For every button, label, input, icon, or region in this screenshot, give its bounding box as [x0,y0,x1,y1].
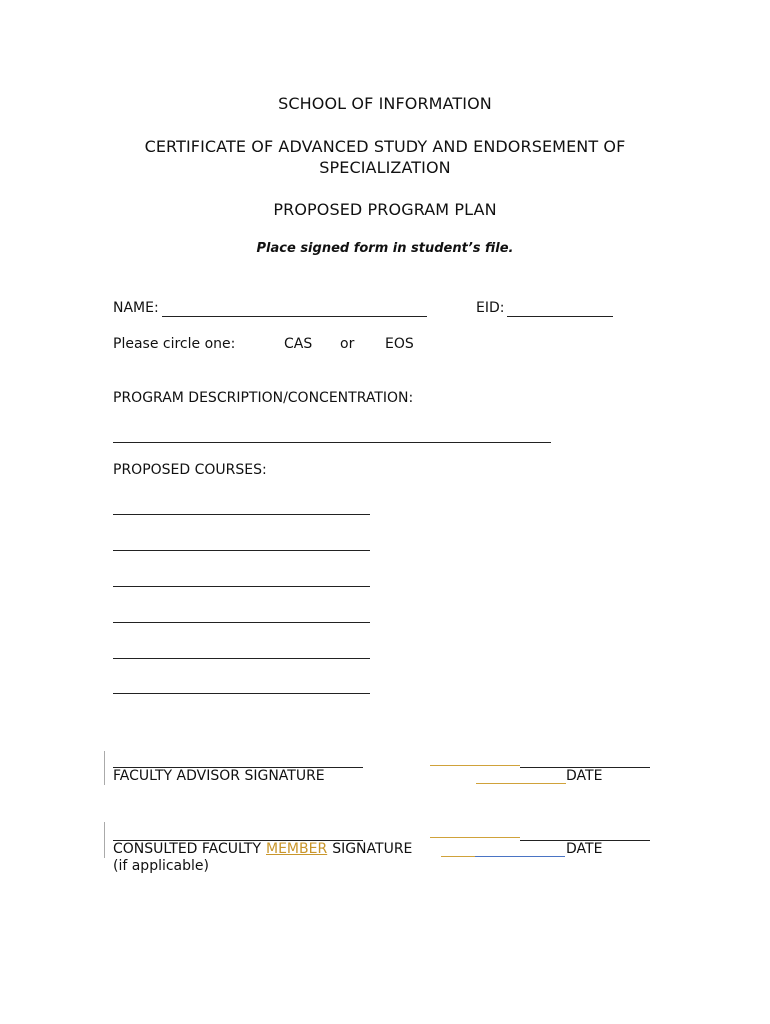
tracked-change-mark [430,765,520,766]
name-field[interactable] [162,316,427,317]
circle-one-label: Please circle one: [113,336,236,352]
consulted-member-inserted: MEMBER [266,841,328,857]
course-line-2[interactable] [113,550,370,551]
consulted-date-label: DATE [566,841,603,857]
instruction-text: Place signed form in student’s file. [256,241,514,256]
revision-bar [104,751,105,785]
tracked-change-mark [476,783,566,784]
proposed-courses-label: PROPOSED COURSES: [113,462,267,478]
certificate-title-line1: CERTIFICATE OF ADVANCED STUDY AND ENDORSEMENT OF [144,137,626,156]
eid-field[interactable] [507,316,613,317]
course-line-4[interactable] [113,622,370,623]
certificate-title-line2: SPECIALIZATION [319,158,451,177]
school-title: SCHOOL OF INFORMATION [278,94,492,113]
consulted-suffix: SIGNATURE [332,841,413,857]
tracked-change-mark [430,837,520,838]
advisor-date-label: DATE [566,768,603,784]
tracked-change-mark [441,856,475,857]
plan-title: PROPOSED PROGRAM PLAN [273,200,497,219]
tracked-change-mark [475,856,565,857]
program-description-label: PROGRAM DESCRIPTION/CONCENTRATION: [113,390,414,406]
option-or: or [340,336,355,352]
course-line-6[interactable] [113,693,370,694]
if-applicable-note: (if applicable) [113,858,209,874]
consulted-prefix: CONSULTED FACULTY [113,841,261,857]
eid-label: EID: [476,300,505,316]
program-description-field[interactable] [113,442,551,443]
name-label: NAME: [113,300,159,316]
option-cas[interactable]: CAS [284,336,313,352]
course-line-3[interactable] [113,586,370,587]
option-eos[interactable]: EOS [385,336,414,352]
consulted-signature-label [113,841,412,857]
course-line-1[interactable] [113,514,370,515]
course-line-5[interactable] [113,658,370,659]
revision-bar [104,822,105,858]
advisor-signature-label: FACULTY ADVISOR SIGNATURE [113,768,325,784]
